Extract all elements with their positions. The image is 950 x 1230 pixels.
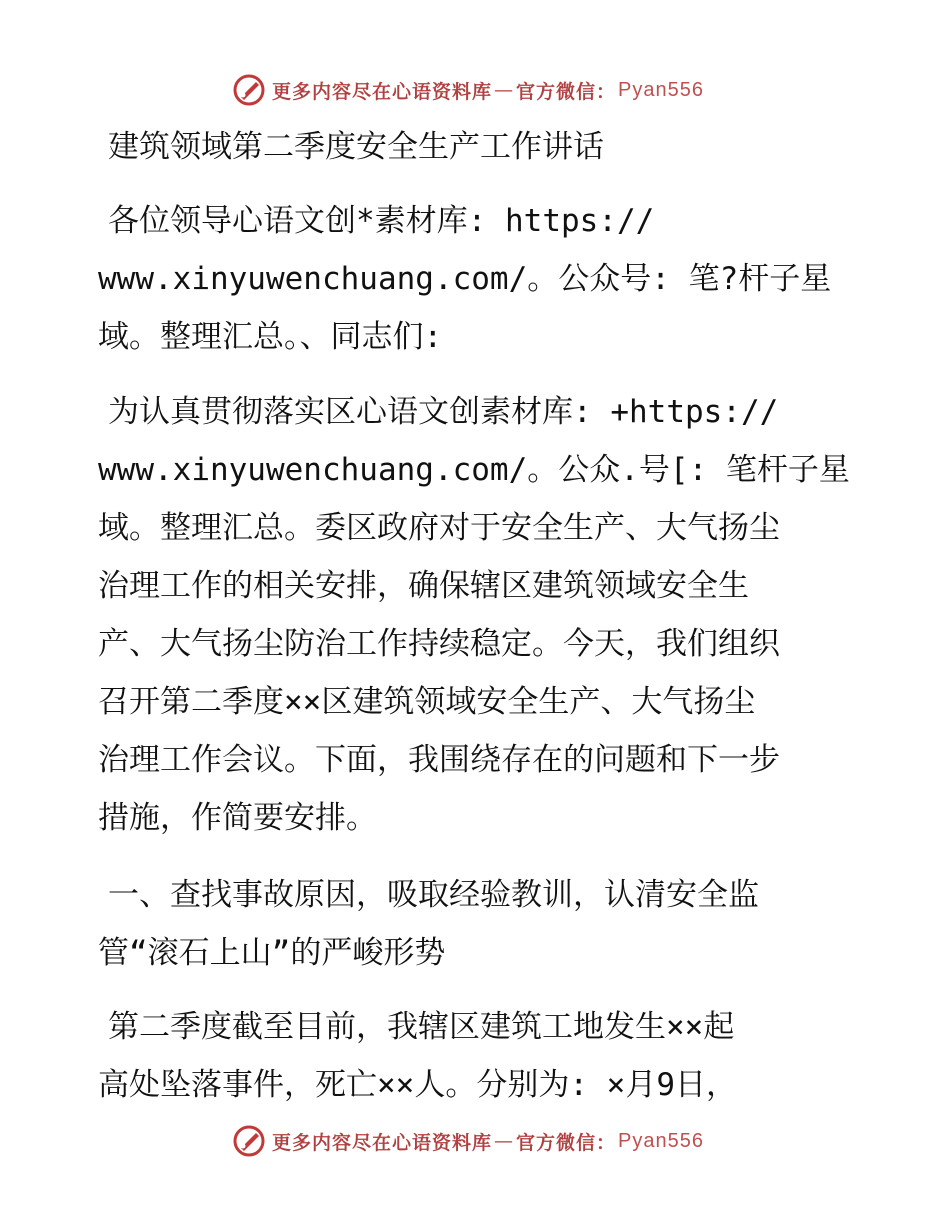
document-body [98,118,858,176]
paragraph-2-block [98,998,858,1114]
heading-line: 一、查找事故原因，吸取经验教训，认清安全监 [108,877,759,913]
paragraph-2 [98,998,858,1114]
watermark-footer [232,1124,704,1158]
paragraph-line: 召开第二季度××区建筑领域安全生产、大气扬尘 [98,684,756,720]
paragraph-1-block [98,383,858,847]
salutation-line: www.xinyuwenchuang.com/。公众号: 笔?杆子星 [98,261,832,297]
document-title [98,118,858,176]
watermark-id: Pyan556 [618,78,704,101]
salutation-line: 各位领导心语文创*素材库: https:// [108,203,655,239]
heading-line: 管“滚石上山”的严峻形势 [98,935,446,971]
quill-seal-icon [232,73,266,107]
watermark-label: 官方微信： [516,1131,617,1154]
paragraph-line: 高处坠落事件，死亡××人。分别为: ×月9日， [98,1067,737,1103]
watermark-dash: — [494,1130,515,1152]
section-heading-1 [98,866,858,982]
paragraph-line: 为认真贯彻落实区心语文创素材库: +https:// [108,394,779,430]
paragraph-line: 措施，作简要安排。 [98,800,377,836]
watermark-text: 更多内容尽在心语资料库 [272,1131,493,1154]
paragraph-1 [98,383,858,847]
salutation-line: 域。整理汇总。、同志们: [98,319,443,355]
watermark-text: 更多内容尽在心语资料库 [272,80,493,103]
paragraph-line: www.xinyuwenchuang.com/。公众.号[: 笔杆子星 [98,452,850,488]
watermark-id: Pyan556 [618,1129,704,1152]
salutation-paragraph [98,192,858,366]
title-line: 建筑领域第二季度安全生产工作讲话 [108,129,604,165]
quill-seal-icon [232,1124,266,1158]
paragraph-line: 域。整理汇总。委区政府对于安全生产、大气扬尘 [98,510,780,546]
watermark-label: 官方微信： [516,80,617,103]
heading-1-block [98,866,858,982]
paragraph-line: 第二季度截至目前，我辖区建筑工地发生××起 [108,1009,735,1045]
paragraph-line: 治理工作的相关安排，确保辖区建筑领域安全生 [98,568,749,604]
paragraph-line: 产、大气扬尘防治工作持续稳定。今天，我们组织 [98,626,780,662]
watermark-dash: — [494,79,515,101]
salutation-block [98,192,858,366]
watermark-header [232,73,704,107]
paragraph-line: 治理工作会议。下面，我围绕存在的问题和下一步 [98,742,780,778]
